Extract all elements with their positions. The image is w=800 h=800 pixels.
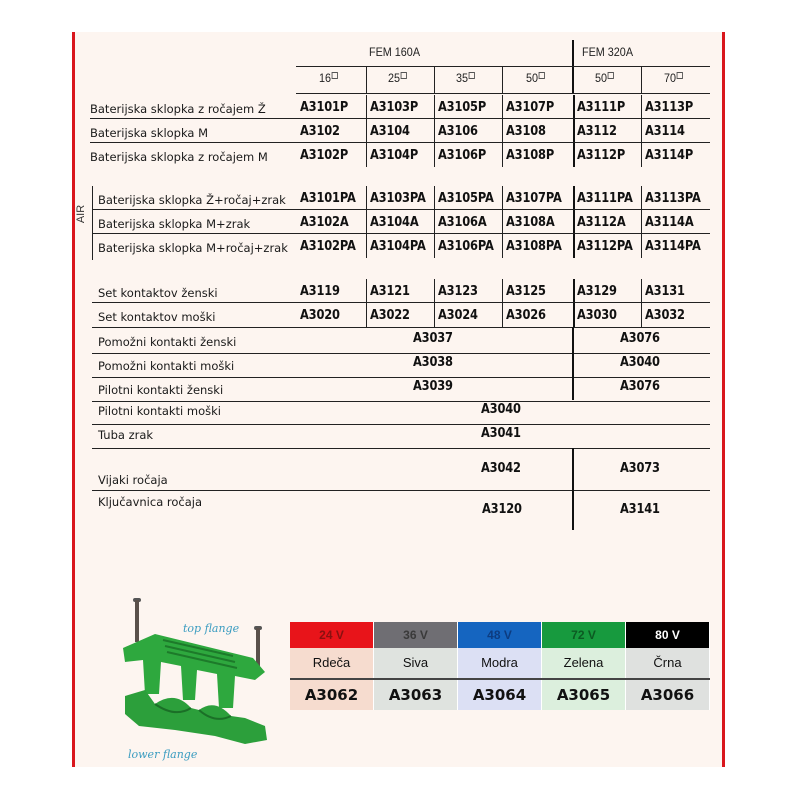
column-divider [434, 119, 435, 143]
row-divider [92, 233, 710, 234]
square-mm-icon [538, 72, 544, 79]
column-divider [502, 210, 503, 234]
row-label: Baterijska sklopka z ročajem Ž [90, 102, 266, 116]
row-label: Set kontaktov moški [98, 310, 216, 324]
color-name-cell: Zelena [542, 648, 626, 678]
color-code-cell: A3063 [374, 680, 458, 710]
row-divider [296, 93, 710, 94]
part-code: A3104A [370, 215, 419, 230]
voltage-cell: 24 V [290, 622, 374, 648]
screw-icon [133, 598, 141, 642]
part-code: A3125 [506, 284, 546, 299]
top-flange-label: top flange [183, 622, 240, 635]
part-code: A3114PA [645, 239, 701, 254]
column-divider [366, 234, 367, 258]
row-label: Pomožni kontakti ženski [98, 335, 237, 349]
column-divider [502, 234, 503, 258]
lower-flange-label: lower flange [128, 748, 198, 761]
row-divider [296, 66, 710, 67]
column-divider [502, 95, 503, 119]
part-code: A3108PA [506, 239, 562, 254]
voltage-cell: 48 V [458, 622, 542, 648]
column-divider [502, 186, 503, 210]
voltage-row [290, 622, 710, 648]
part-code: A3129 [577, 284, 617, 299]
square-mm-icon [469, 72, 475, 79]
square-mm-icon [332, 72, 338, 79]
part-code: A3108P [506, 148, 555, 163]
page-border-left [72, 32, 75, 767]
column-divider [366, 95, 367, 119]
color-name-cell: Siva [374, 648, 458, 678]
row-label: Baterijska sklopka M+zrak [98, 217, 251, 231]
column-divider [434, 66, 435, 94]
row-label: Baterijska sklopka M+ročaj+zrak [98, 241, 288, 255]
part-code: A3102P [300, 148, 349, 163]
size-header: 25 [388, 71, 407, 85]
part-code: A3113P [645, 100, 694, 115]
color-code-row [290, 680, 710, 710]
column-divider [366, 143, 367, 167]
column-divider [366, 303, 367, 327]
part-code: A3112A [577, 215, 626, 230]
row-divider [92, 490, 710, 491]
column-divider [573, 210, 575, 234]
part-code: A3101P [300, 100, 349, 115]
column-divider [366, 66, 367, 94]
column-divider [502, 119, 503, 143]
column-divider [434, 303, 435, 327]
size-header: 16 [319, 71, 338, 85]
part-code: A3104P [370, 148, 419, 163]
part-code: A3106A [438, 215, 487, 230]
color-code-cell: A3066 [626, 680, 710, 710]
part-code: A3039 [413, 379, 453, 394]
part-code: A3106PA [438, 239, 494, 254]
part-code: A3106 [438, 124, 478, 139]
voltage-cell: 80 V [626, 622, 710, 648]
column-divider [641, 66, 642, 94]
column-divider [641, 95, 642, 119]
part-code: A3026 [506, 308, 546, 323]
row-divider [92, 401, 710, 402]
color-name-row [290, 648, 710, 680]
part-code: A3119 [300, 284, 340, 299]
part-code: A3121 [370, 284, 410, 299]
row-divider [92, 302, 710, 303]
row-label: Pilotni kontakti ženski [98, 383, 224, 397]
part-code: A3022 [370, 308, 410, 323]
column-divider [641, 303, 642, 327]
column-divider [366, 210, 367, 234]
row-label: Tuba zrak [98, 428, 154, 442]
column-divider [573, 95, 575, 119]
part-code: A3102A [300, 215, 349, 230]
column-divider [641, 186, 642, 210]
column-divider [573, 303, 575, 327]
air-section-label: AIR [75, 204, 88, 224]
part-code: A3040 [481, 402, 521, 417]
column-divider [366, 186, 367, 210]
color-code-table [290, 622, 710, 710]
part-code: A3040 [620, 355, 660, 370]
row-label: Baterijska sklopka z ročajem M [90, 150, 268, 164]
group-header-fem160: FEM 160A [369, 45, 421, 59]
row-divider [92, 424, 710, 425]
square-mm-icon [676, 72, 682, 79]
column-divider [641, 119, 642, 143]
column-divider [641, 279, 642, 303]
part-code: A3103P [370, 100, 419, 115]
column-divider [366, 279, 367, 303]
row-label: Pilotni kontakti moški [98, 404, 221, 418]
color-name-cell: Rdeča [290, 648, 374, 678]
column-divider [502, 66, 503, 94]
part-code: A3105P [438, 100, 487, 115]
lower-flange-icon [125, 690, 267, 744]
part-code: A3076 [620, 379, 660, 394]
column-divider [641, 234, 642, 258]
part-code: A3108A [506, 215, 555, 230]
part-code: A3101PA [300, 191, 356, 206]
part-code: A3032 [645, 308, 685, 323]
group-header-fem320: FEM 320A [582, 45, 634, 59]
row-divider [92, 209, 710, 210]
part-code: A3105PA [438, 191, 494, 206]
part-code: A3141 [620, 502, 660, 517]
row-label: Set kontaktov ženski [98, 286, 218, 300]
column-divider [434, 279, 435, 303]
color-name-cell: Modra [458, 648, 542, 678]
column-divider [573, 234, 575, 258]
row-divider [90, 118, 710, 119]
part-code: A3024 [438, 308, 478, 323]
part-code: A3111P [577, 100, 626, 115]
color-name-cell: Črna [626, 648, 710, 678]
column-divider [366, 119, 367, 143]
part-code: A3104 [370, 124, 410, 139]
part-code: A3114P [645, 148, 694, 163]
part-code: A3076 [620, 331, 660, 346]
page-border-right [722, 32, 725, 767]
row-label: Ključavnica ročaja [98, 495, 203, 509]
column-divider [434, 186, 435, 210]
square-mm-icon [401, 72, 407, 79]
flange-illustration [115, 590, 285, 760]
part-code: A3114A [645, 215, 694, 230]
row-label: Vijaki ročaja [98, 473, 168, 487]
size-header: 70 [664, 71, 683, 85]
part-code: A3042 [481, 461, 521, 476]
column-divider [572, 327, 574, 400]
part-code: A3120 [482, 502, 522, 517]
part-code: A3108 [506, 124, 546, 139]
part-code: A3030 [577, 308, 617, 323]
row-label: Baterijska sklopka M [90, 126, 209, 140]
column-divider [434, 143, 435, 167]
column-divider [92, 186, 93, 260]
square-mm-icon [608, 72, 614, 79]
part-code: A3107PA [506, 191, 562, 206]
part-code: A3114 [645, 124, 685, 139]
row-divider [92, 327, 710, 328]
column-divider [434, 210, 435, 234]
column-divider [641, 143, 642, 167]
column-divider [573, 143, 575, 167]
color-code-cell: A3065 [542, 680, 626, 710]
row-divider [92, 353, 710, 354]
part-code: A3037 [413, 331, 453, 346]
part-code: A3112PA [577, 239, 633, 254]
color-code-cell: A3064 [458, 680, 542, 710]
row-divider [92, 377, 710, 378]
part-code: A3103PA [370, 191, 426, 206]
part-code: A3106P [438, 148, 487, 163]
part-code: A3102 [300, 124, 340, 139]
row-divider [92, 448, 710, 449]
row-label: Pomožni kontakti moški [98, 359, 235, 373]
part-code: A3041 [481, 426, 521, 441]
row-label: Baterijska sklopka Ž+ročaj+zrak [98, 193, 286, 207]
column-divider [572, 40, 574, 94]
column-divider [434, 95, 435, 119]
column-divider [572, 448, 574, 530]
column-divider [573, 186, 575, 210]
part-code: A3111PA [577, 191, 633, 206]
part-code: A3131 [645, 284, 685, 299]
color-code-cell: A3062 [290, 680, 374, 710]
part-code: A3073 [620, 461, 660, 476]
part-code: A3020 [300, 308, 340, 323]
part-code: A3102PA [300, 239, 356, 254]
column-divider [573, 119, 575, 143]
column-divider [573, 279, 575, 303]
size-header: 50 [526, 71, 545, 85]
voltage-cell: 36 V [374, 622, 458, 648]
column-divider [502, 143, 503, 167]
column-divider [434, 234, 435, 258]
column-divider [641, 210, 642, 234]
part-code: A3038 [413, 355, 453, 370]
part-code: A3104PA [370, 239, 426, 254]
part-code: A3113PA [645, 191, 701, 206]
size-header: 50 [595, 71, 614, 85]
column-divider [502, 279, 503, 303]
size-header: 35 [456, 71, 475, 85]
column-divider [502, 303, 503, 327]
part-code: A3112P [577, 148, 626, 163]
part-code: A3123 [438, 284, 478, 299]
part-code: A3107P [506, 100, 555, 115]
row-divider [90, 142, 710, 143]
voltage-cell: 72 V [542, 622, 626, 648]
part-code: A3112 [577, 124, 617, 139]
